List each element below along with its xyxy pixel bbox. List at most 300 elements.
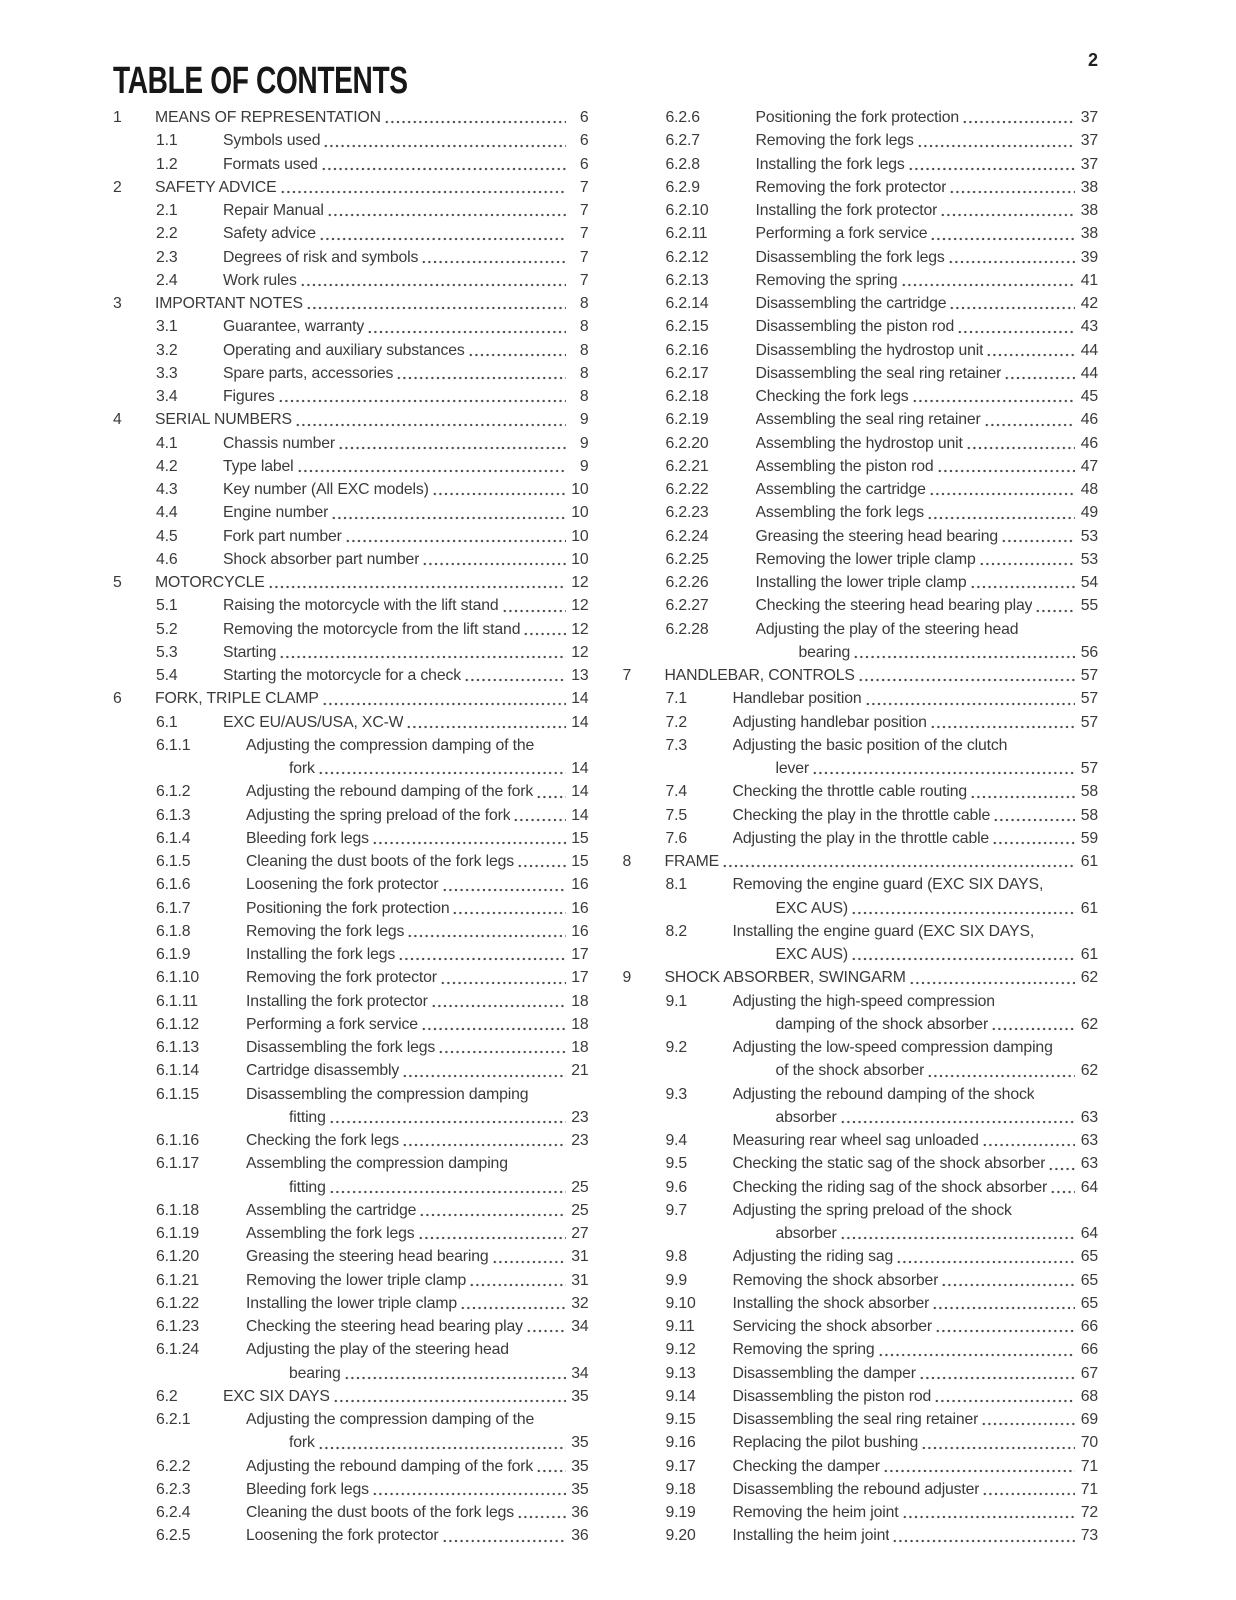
toc-page-number: 8	[579, 318, 589, 336]
toc-page-number: 9	[579, 411, 589, 429]
toc-entry	[113, 222, 589, 245]
toc-entry	[623, 176, 1099, 199]
toc-entry-number: 4.3	[156, 481, 178, 498]
toc-entry-title: Servicing the shock absorber	[732, 1318, 933, 1335]
toc-line	[623, 408, 1099, 431]
toc-entry-number: 6.1.2	[156, 783, 191, 801]
dot-leader	[502, 594, 566, 617]
toc-entry-title: Removing the fork legs	[755, 132, 914, 150]
toc-line	[623, 618, 1099, 641]
toc-line	[113, 176, 589, 199]
toc-entry	[113, 548, 589, 571]
dot-leader	[464, 664, 566, 687]
toc-entry	[623, 827, 1099, 850]
toc-entry-number: 6.2.15	[665, 318, 709, 336]
dot-leader	[892, 1524, 1075, 1547]
toc-entry	[623, 315, 1099, 338]
toc-page-number: 59	[1080, 829, 1098, 847]
toc-line	[623, 1524, 1099, 1547]
toc-entry-number: 2.1	[156, 202, 178, 219]
toc-line	[113, 1059, 589, 1082]
toc-page-number: 16	[571, 899, 589, 917]
toc-entry-title: Installing the shock absorber	[732, 1294, 930, 1312]
toc-entry-number: 6.1.19	[156, 1225, 200, 1242]
toc-entry	[623, 408, 1099, 431]
toc-line	[113, 432, 589, 455]
toc-line	[623, 873, 1099, 896]
toc-entry	[623, 1269, 1099, 1292]
toc-page-number: 8	[579, 341, 589, 359]
toc-entry-title: IMPORTANT NOTES	[155, 295, 303, 312]
toc-entry	[113, 478, 589, 501]
toc-entry-title: Installing the heim joint	[732, 1527, 890, 1545]
toc-entry-title: Assembling the fork legs	[246, 1225, 415, 1242]
dot-leader	[935, 1315, 1075, 1338]
toc-entry-title: EXC AUS)	[775, 899, 849, 917]
toc-entry-title: Assembling the fork legs	[755, 504, 924, 522]
toc-entry	[113, 1292, 589, 1315]
toc-line	[113, 1501, 589, 1524]
toc-line	[623, 1292, 1099, 1315]
toc-line	[623, 943, 1099, 966]
toc-page-number: 65	[1080, 1294, 1098, 1312]
toc-entry	[113, 571, 589, 594]
toc-line	[623, 594, 1099, 617]
toc-page-number: 45	[1080, 388, 1098, 405]
dot-leader	[878, 1338, 1075, 1361]
toc-page-number: 58	[1080, 806, 1098, 824]
toc-entry	[623, 478, 1099, 501]
toc-entry	[113, 1338, 589, 1385]
toc-page-number: 70	[1080, 1434, 1098, 1452]
toc-entry-number: 6.2.9	[665, 178, 700, 196]
toc-page-number: 31	[571, 1248, 589, 1266]
dot-leader	[280, 176, 566, 199]
toc-entry-number: 6.2.12	[665, 248, 709, 266]
toc-page-number: 69	[1080, 1411, 1098, 1428]
toc-entry-number: 9.6	[665, 1178, 688, 1196]
toc-entry-title: Installing the fork protector	[246, 992, 428, 1010]
toc-page-number: 71	[1080, 1457, 1098, 1475]
toc-entry	[113, 1152, 589, 1199]
dot-leader	[407, 920, 565, 943]
toc-entry-title: Removing the fork protector	[755, 178, 947, 196]
toc-entry	[623, 339, 1099, 362]
dot-leader	[1048, 1152, 1075, 1175]
toc-entry-title: Adjusting the spring preload of the shock	[732, 1201, 1012, 1219]
dot-leader	[367, 315, 565, 338]
toc-entry-title: Installing the fork legs	[755, 155, 905, 173]
dot-leader	[812, 757, 1075, 780]
toc-page-number: 42	[1080, 295, 1098, 312]
toc-line	[623, 571, 1099, 594]
toc-entry-number: 6.1.18	[156, 1201, 200, 1219]
toc-entry-title: Guarantee, warranty	[223, 318, 365, 336]
toc-page-number: 53	[1080, 550, 1098, 568]
toc-line	[623, 734, 1099, 757]
toc-line	[623, 1176, 1099, 1199]
toc-entry	[113, 687, 589, 710]
dot-leader	[536, 780, 565, 803]
toc-page-number: 14	[571, 806, 589, 824]
toc-entry	[623, 1036, 1099, 1083]
toc-entry	[113, 315, 589, 338]
toc-line	[623, 850, 1099, 873]
toc-entry-title: Installing the lower triple clamp	[246, 1294, 458, 1312]
toc-entry	[113, 1059, 589, 1082]
dot-leader	[932, 1292, 1075, 1315]
toc-entry-number: 6.1.7	[156, 899, 191, 917]
toc-line	[623, 362, 1099, 385]
toc-entry-number: 6.2.23	[665, 504, 709, 522]
toc-page-number: 66	[1080, 1318, 1098, 1335]
toc-line	[113, 1106, 589, 1129]
toc-line	[113, 1292, 589, 1315]
toc-line	[623, 804, 1099, 827]
toc-entry	[623, 1176, 1099, 1199]
toc-entry-title: Operating and auxiliary substances	[223, 341, 465, 359]
dot-leader	[297, 455, 566, 478]
toc-entry	[623, 850, 1099, 873]
toc-line	[113, 292, 589, 315]
toc-entry	[113, 269, 589, 292]
toc-entry-title: Installing the engine guard (EXC SIX DAYS,	[732, 922, 1035, 940]
dot-leader	[981, 1408, 1075, 1431]
toc-line	[113, 1083, 589, 1106]
toc-entry-title: Disassembling the piston rod	[755, 318, 955, 336]
toc-entry-title: Assembling the seal ring retainer	[755, 411, 981, 429]
toc-page-number: 56	[1080, 643, 1098, 661]
toc-entry-number: 6.1.8	[156, 922, 191, 940]
toc-page-number: 35	[571, 1387, 589, 1405]
toc-entry-title: Adjusting the play of the steering head	[246, 1341, 509, 1359]
toc-entry	[113, 199, 589, 222]
toc-line	[113, 1478, 589, 1501]
toc-line	[623, 687, 1099, 710]
dot-leader	[1050, 1176, 1075, 1199]
toc-entry-number: 9.12	[665, 1341, 696, 1359]
toc-entry-number: 3.1	[156, 318, 178, 336]
toc-entry-number: 8.1	[665, 876, 688, 894]
toc-entry-title: fork	[289, 1434, 315, 1452]
dot-leader	[333, 1385, 566, 1408]
toc-entry-number: 6.2.2	[156, 1457, 191, 1475]
toc-entry	[113, 129, 589, 152]
toc-line	[623, 199, 1099, 222]
dot-leader	[372, 1478, 566, 1501]
dot-leader	[327, 199, 566, 222]
toc-entry	[113, 292, 589, 315]
toc-entry-title: Checking the fork legs	[246, 1132, 399, 1149]
toc-entry	[623, 1199, 1099, 1246]
toc-entry	[623, 1245, 1099, 1268]
dot-leader	[492, 1245, 566, 1268]
toc-line	[113, 641, 589, 664]
toc-page-number: 32	[571, 1294, 589, 1312]
toc-page-number: 23	[571, 1108, 589, 1126]
toc-entry-number: 6.1.13	[156, 1039, 200, 1056]
dot-leader	[851, 897, 1075, 920]
toc-page-number: 15	[571, 829, 589, 847]
dot-leader	[957, 315, 1075, 338]
toc-line	[113, 1013, 589, 1036]
dot-leader	[929, 478, 1075, 501]
toc-entry-number: 8.2	[665, 922, 688, 940]
dot-leader	[930, 711, 1075, 734]
toc-page-number: 37	[1080, 155, 1098, 173]
toc-page-number: 17	[571, 946, 589, 963]
toc-line	[623, 1222, 1099, 1245]
toc-entry-number: 9.17	[665, 1457, 696, 1475]
toc-page-number: 38	[1080, 202, 1098, 219]
toc-entry-title: Checking the steering head bearing play	[246, 1318, 523, 1335]
toc-entry-number: 7.6	[665, 829, 688, 847]
toc-entry-number: 6.2.26	[665, 574, 709, 591]
toc-entry	[113, 1222, 589, 1245]
toc-line	[623, 1431, 1099, 1454]
dot-leader	[406, 711, 565, 734]
toc-entry-title: Figures	[223, 388, 275, 405]
toc-entry-title: Assembling the cartridge	[246, 1201, 417, 1219]
toc-line	[113, 153, 589, 176]
toc-entry-title: Degrees of risk and symbols	[223, 248, 419, 266]
toc-entry	[113, 966, 589, 989]
toc-line	[113, 222, 589, 245]
dot-leader	[468, 339, 566, 362]
toc-entry	[623, 571, 1099, 594]
toc-page-number: 7	[579, 271, 589, 289]
toc-entry-number: 6.2	[156, 1387, 178, 1405]
toc-entry	[623, 1338, 1099, 1361]
toc-entry-title: Removing the shock absorber	[732, 1271, 939, 1289]
dot-leader	[991, 1013, 1075, 1036]
toc-entry	[623, 873, 1099, 920]
dot-leader	[948, 246, 1075, 269]
toc-entry-title: Bleeding fork legs	[246, 829, 369, 847]
toc-entry-number: 7.5	[665, 806, 688, 824]
toc-page-number: 12	[571, 597, 589, 615]
toc-page-number: 63	[1080, 1108, 1098, 1126]
toc-line	[113, 1455, 589, 1478]
dot-leader	[917, 129, 1075, 152]
toc-entry-title: HANDLEBAR, CONTROLS	[664, 667, 855, 684]
toc-entry	[113, 1524, 589, 1547]
toc-page-number: 67	[1080, 1364, 1098, 1382]
toc-entry	[623, 1152, 1099, 1175]
toc-entry-title: Loosening the fork protector	[246, 876, 439, 894]
toc-line	[113, 339, 589, 362]
toc-entry-number: 6.1.11	[156, 992, 198, 1010]
toc-entry-number: 6.1.14	[156, 1062, 200, 1080]
toc-entry-title: Removing the motorcycle from the lift stand	[223, 620, 521, 638]
toc-entry-number: 5.3	[156, 643, 178, 661]
toc-line	[113, 1385, 589, 1408]
dot-leader	[442, 1524, 566, 1547]
toc-entry-number: 9.5	[665, 1155, 688, 1173]
toc-page-number: 54	[1080, 574, 1098, 591]
toc-entry	[623, 687, 1099, 710]
dot-leader	[344, 1362, 566, 1385]
toc-entry	[623, 432, 1099, 455]
toc-page-number: 62	[1080, 1015, 1098, 1033]
dot-leader	[982, 1478, 1075, 1501]
toc-entry-title: Assembling the hydrostop unit	[755, 434, 963, 452]
toc-entry-title: Greasing the steering head bearing	[246, 1248, 489, 1266]
toc-line	[113, 1524, 589, 1547]
page-title: TABLE OF CONTENTS	[113, 60, 408, 103]
toc-line	[623, 1408, 1099, 1431]
toc-entry	[623, 734, 1099, 781]
toc-entry-number: 6.1.17	[156, 1155, 200, 1173]
toc-page-number: 14	[571, 713, 589, 731]
toc-entry-title: Repair Manual	[223, 202, 324, 219]
toc-line	[623, 269, 1099, 292]
toc-entry	[623, 525, 1099, 548]
dot-leader	[984, 408, 1075, 431]
toc-page-number: 61	[1080, 853, 1098, 870]
toc-entry	[113, 246, 589, 269]
dot-leader	[949, 176, 1075, 199]
dot-leader	[452, 897, 565, 920]
toc-line	[113, 873, 589, 896]
toc-entry-number: 6.2.1	[156, 1411, 191, 1428]
toc-entry	[113, 176, 589, 199]
toc-entry-number: 6.2.28	[665, 620, 709, 638]
dot-leader	[517, 850, 566, 873]
toc-line	[623, 1059, 1099, 1082]
dot-leader	[883, 1455, 1075, 1478]
dot-leader	[321, 153, 566, 176]
toc-entry	[623, 1385, 1099, 1408]
toc-entry-title: Removing the engine guard (EXC SIX DAYS,	[732, 876, 1044, 894]
dot-leader	[982, 1129, 1075, 1152]
dot-leader	[851, 943, 1075, 966]
toc-entry	[113, 455, 589, 478]
dot-leader	[921, 1431, 1075, 1454]
toc-entry-title: Starting	[223, 643, 277, 661]
toc-entry	[113, 618, 589, 641]
toc-entry	[113, 641, 589, 664]
toc-entry-number: 4.2	[156, 457, 178, 475]
toc-line	[113, 315, 589, 338]
toc-entry-title: Adjusting handlebar position	[732, 713, 927, 731]
toc-entry-number: 6.1.20	[156, 1248, 200, 1266]
toc-entry	[623, 594, 1099, 617]
toc-entry-title: Checking the fork legs	[755, 388, 909, 405]
toc-line	[623, 1362, 1099, 1385]
toc-entry-number: 6.2.25	[665, 550, 709, 568]
toc-entry-title: Disassembling the seal ring retainer	[755, 364, 1002, 382]
toc-entry	[623, 1431, 1099, 1454]
toc-entry-title: Performing a fork service	[755, 225, 928, 243]
dot-leader	[896, 1245, 1075, 1268]
toc-entry-title: Performing a fork service	[246, 1015, 418, 1033]
toc-page-number: 25	[571, 1178, 589, 1196]
toc-entry-title: Cleaning the dust boots of the fork legs	[246, 853, 514, 870]
header-page-number: 2	[1087, 50, 1098, 70]
toc-entry-number: 6.1.6	[156, 876, 191, 894]
dot-leader	[517, 1501, 566, 1524]
toc-entry-title: fitting	[289, 1108, 326, 1126]
dot-leader	[949, 292, 1075, 315]
toc-entry-number: 6.1.24	[156, 1341, 200, 1359]
toc-entry	[113, 362, 589, 385]
toc-line	[623, 664, 1099, 687]
toc-page-number: 66	[1080, 1341, 1098, 1359]
toc-entry-number: 9	[622, 969, 632, 987]
toc-entry-title: Removing the heim joint	[732, 1504, 899, 1521]
toc-line	[113, 408, 589, 431]
toc-entry-number: 6.2.20	[665, 434, 709, 452]
toc-entry-title: Type label	[223, 457, 294, 475]
dot-leader	[941, 1269, 1075, 1292]
toc-page-number: 14	[571, 690, 589, 708]
dot-leader	[526, 1315, 566, 1338]
toc-entry	[113, 943, 589, 966]
toc-entry-title: Cleaning the dust boots of the fork legs	[246, 1504, 514, 1521]
toc-entry	[113, 106, 589, 129]
toc-page-number: 72	[1080, 1504, 1098, 1521]
dot-leader	[970, 571, 1075, 594]
toc-entry	[623, 711, 1099, 734]
toc-page-number: 21	[571, 1062, 589, 1080]
dot-leader	[422, 548, 565, 571]
toc-entry	[623, 385, 1099, 408]
toc-line	[623, 432, 1099, 455]
toc-entry-title: Installing the lower triple clamp	[755, 574, 967, 591]
toc-line	[623, 478, 1099, 501]
toc-entry-title: Adjusting the play of the steering head	[755, 620, 1019, 638]
toc-page-number: 41	[1080, 271, 1098, 289]
toc-entry	[623, 920, 1099, 967]
toc-page-number: 38	[1080, 225, 1098, 243]
toc-entry-number: 1.1	[156, 132, 178, 150]
dot-leader	[722, 850, 1075, 873]
toc-entry-title: Disassembling the cartridge	[755, 295, 947, 312]
dot-leader	[318, 757, 566, 780]
toc-entry	[113, 1478, 589, 1501]
toc-line	[113, 106, 589, 129]
toc-line	[113, 594, 589, 617]
toc-line	[623, 246, 1099, 269]
toc-entry	[113, 594, 589, 617]
toc-page-number: 71	[1080, 1480, 1098, 1498]
toc-line	[113, 1315, 589, 1338]
toc-entry-number: 6.1.5	[156, 853, 191, 870]
toc-entry	[623, 664, 1099, 687]
toc-line	[113, 385, 589, 408]
toc-entry-title: Disassembling the rebound adjuster	[732, 1480, 980, 1498]
dot-leader	[329, 1106, 566, 1129]
toc-page-number: 36	[571, 1504, 589, 1521]
toc-line	[623, 222, 1099, 245]
toc-entry	[623, 362, 1099, 385]
toc-page-number: 12	[571, 643, 589, 661]
toc-entry-title: damping of the shock absorber	[775, 1015, 989, 1033]
toc-entry-title: Checking the play in the throttle cable	[732, 806, 991, 824]
toc-page-number: 7	[579, 178, 589, 196]
toc-page-number: 15	[571, 853, 589, 870]
toc-line	[113, 734, 589, 757]
toc-entry-title: Removing the spring	[732, 1341, 875, 1359]
toc-page-number: 43	[1080, 318, 1098, 336]
toc-line	[623, 525, 1099, 548]
toc-entry-title: Adjusting the riding sag	[732, 1248, 894, 1266]
toc-entry	[113, 827, 589, 850]
dot-leader	[419, 1199, 565, 1222]
toc-page-number: 37	[1080, 109, 1098, 126]
toc-entry-title: Checking the riding sag of the shock absorber	[732, 1178, 1048, 1196]
